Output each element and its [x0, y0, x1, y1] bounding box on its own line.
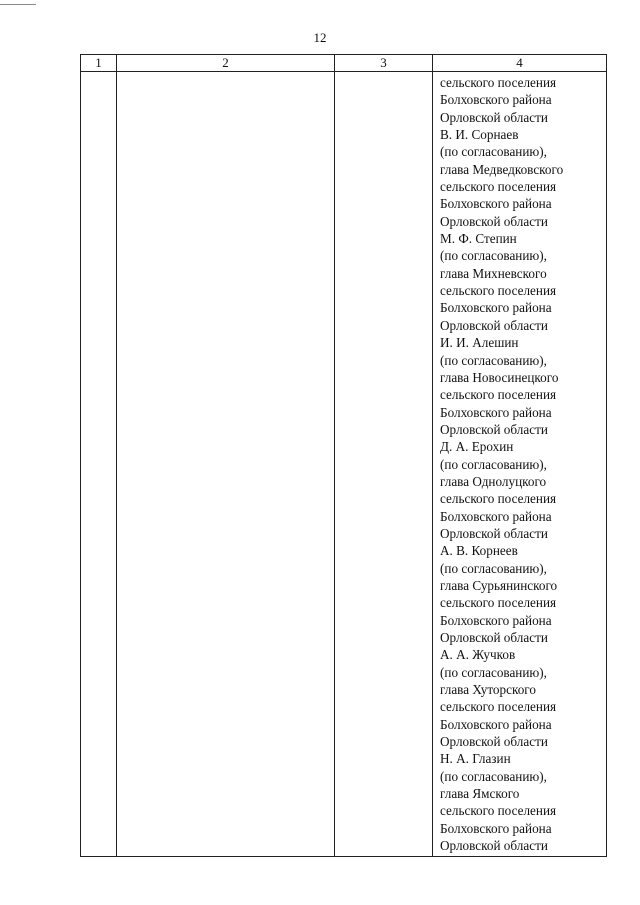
scan-edge-mark [0, 0, 36, 5]
cell-col-3 [335, 72, 433, 857]
text-line: Орловской области [440, 317, 548, 333]
text-line: сельского поселения [440, 699, 557, 715]
table-header-row [81, 55, 607, 72]
text-line: глава Сурьянинского [440, 577, 558, 593]
text-line: Н. А. Глазин [440, 751, 511, 767]
text-line: Болховского района [440, 404, 552, 420]
text-line: Орловской области [440, 734, 548, 750]
text-line: глава Михневского [440, 265, 547, 281]
text-line: А. А. Жучков [440, 647, 516, 663]
cell-col-4 [433, 72, 607, 857]
text-line: Орловской области [440, 525, 548, 541]
text-line: Болховского района [440, 820, 552, 836]
text-line: Орловской области [440, 421, 548, 437]
text-line: Д. А. Ерохин [440, 439, 514, 455]
text-line: (по согласованию), [440, 560, 547, 576]
text-line: сельского поселения [440, 491, 557, 507]
text-line: сельского поселения [440, 283, 557, 299]
text-line: (по согласованию), [440, 144, 547, 160]
text-line: И. И. Алешин [440, 335, 519, 351]
text-line: (по согласованию), [440, 456, 547, 472]
text-line: Орловской области [440, 213, 548, 229]
text-line: сельского поселения [440, 179, 557, 195]
text-line: глава Однолуцкого [440, 473, 547, 489]
text-line: В. И. Сорнаев [440, 127, 519, 143]
text-line: сельского поселения [440, 803, 557, 819]
text-line: глава Новосинецкого [440, 369, 559, 385]
text-line: Болховского района [440, 196, 552, 212]
column-header-3: 3 [335, 55, 433, 72]
text-line: Орловской области [440, 109, 548, 125]
text-line: сельского поселения [440, 75, 557, 90]
document-table [80, 54, 607, 857]
text-line: глава Медведковского [440, 161, 564, 177]
text-line: (по согласованию), [440, 664, 547, 680]
text-line: Болховского района [440, 716, 552, 732]
column-header-1: 1 [81, 55, 117, 72]
text-line: Орловской области [440, 838, 548, 854]
column-header-4: 4 [433, 55, 607, 72]
text-line: А. В. Корнеев [440, 543, 518, 559]
cell-col-1 [81, 72, 117, 857]
text-line: М. Ф. Степин [440, 231, 517, 247]
page-number: 12 [313, 30, 327, 45]
text-line: Болховского района [440, 300, 552, 316]
column-header-2: 2 [117, 55, 335, 72]
text-line: (по согласованию), [440, 768, 547, 784]
text-line: Болховского района [440, 92, 552, 108]
text-line: глава Хуторского [440, 682, 536, 698]
text-line: сельского поселения [440, 595, 557, 611]
cell-col-2 [117, 72, 335, 857]
text-line: (по согласованию), [440, 248, 547, 264]
text-line: сельского поселения [440, 387, 557, 403]
text-line: Болховского района [440, 508, 552, 524]
text-line: Болховского района [440, 612, 552, 628]
text-line: глава Ямского [440, 786, 520, 802]
table-row [81, 72, 607, 857]
text-line: Орловской области [440, 630, 548, 645]
text-line: (по согласованию), [440, 352, 547, 368]
